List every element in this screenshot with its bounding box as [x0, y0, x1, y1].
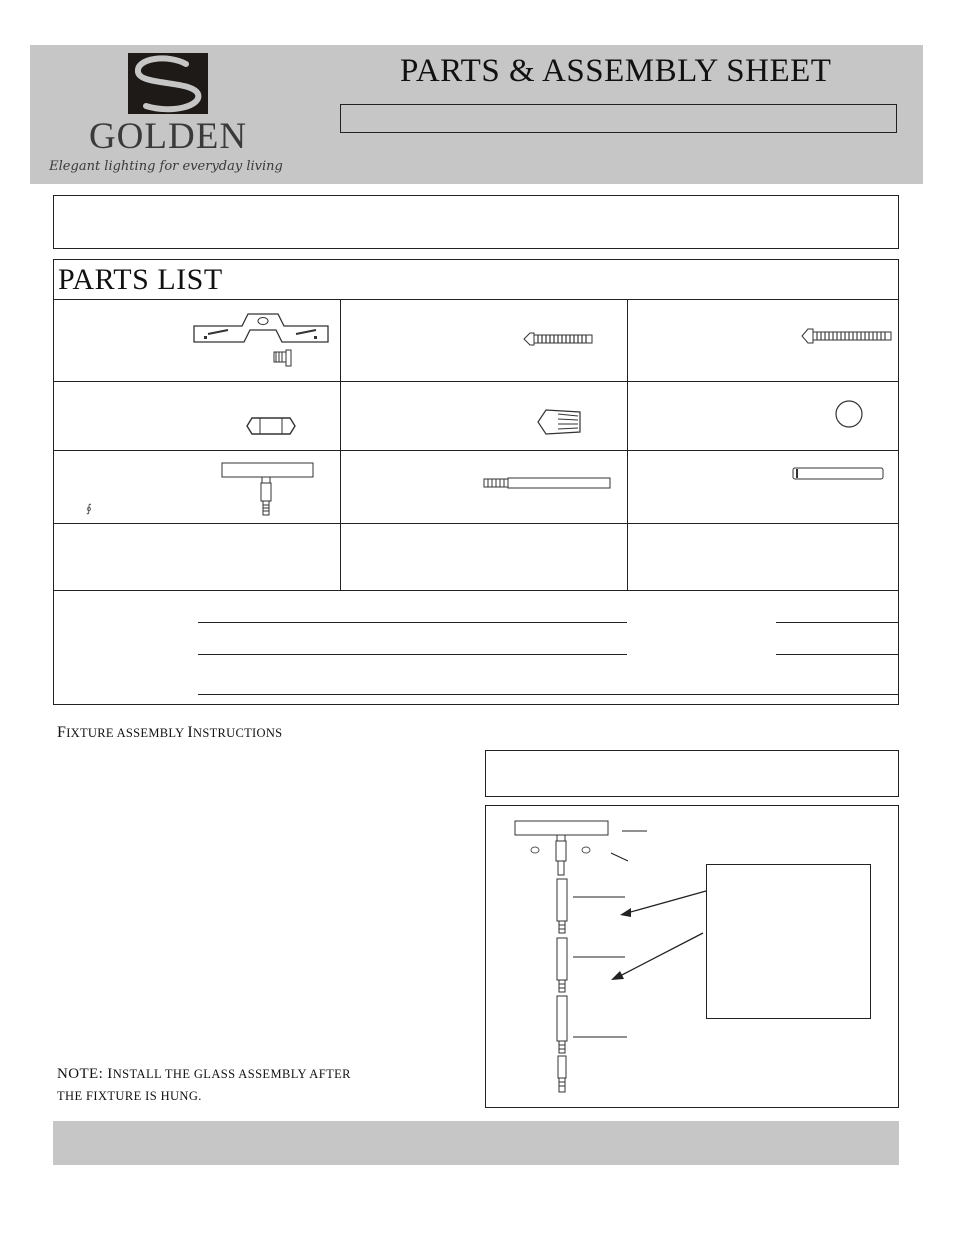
diagram-title-box: [485, 750, 899, 797]
product-info-box: [53, 195, 899, 249]
model-number-box: [340, 104, 897, 133]
grid-line: [53, 450, 899, 451]
brand-tagline: Elegant lighting for everyday living: [49, 159, 283, 174]
parts-list-heading: PARTS LIST: [58, 263, 223, 296]
form-line: [198, 694, 899, 695]
assembly-heading: FIXTURE ASSEMBLY INSTRUCTIONS: [57, 724, 283, 741]
golden-logo-icon: [49, 50, 283, 182]
washer-ring-icon: [834, 399, 866, 431]
mounting-strap-icon: [190, 312, 335, 372]
brand-name: GOLDEN: [88, 116, 248, 157]
grid-line: [53, 299, 899, 300]
grid-line: [53, 590, 899, 591]
form-line: [776, 654, 899, 655]
parts-list-frame: [53, 259, 899, 705]
grid-line: [627, 299, 628, 590]
form-line: [776, 622, 899, 623]
stem-icon: [790, 467, 886, 481]
stem-assembly-diagram-icon: [485, 805, 899, 1108]
hex-nut-icon: [246, 416, 298, 436]
short-screw-icon: [524, 332, 596, 346]
footer-band: [53, 1121, 899, 1165]
threaded-rod-icon: [483, 477, 613, 489]
brand-logo: [49, 50, 283, 182]
small-mark: ∮: [86, 503, 92, 515]
canopy-swivel-icon: [220, 462, 316, 518]
glass-note: NOTE: INSTALL THE GLASS ASSEMBLY AFTER THE FIXTURE IS HUNG.: [57, 1066, 351, 1103]
form-line: [198, 654, 627, 655]
long-screw-icon: [802, 328, 894, 344]
grid-line: [340, 299, 341, 590]
grid-line: [53, 381, 899, 382]
grid-line: [53, 523, 899, 524]
page-title: PARTS & ASSEMBLY SHEET: [400, 53, 832, 89]
form-line: [198, 622, 627, 623]
wire-nut-icon: [536, 408, 584, 436]
